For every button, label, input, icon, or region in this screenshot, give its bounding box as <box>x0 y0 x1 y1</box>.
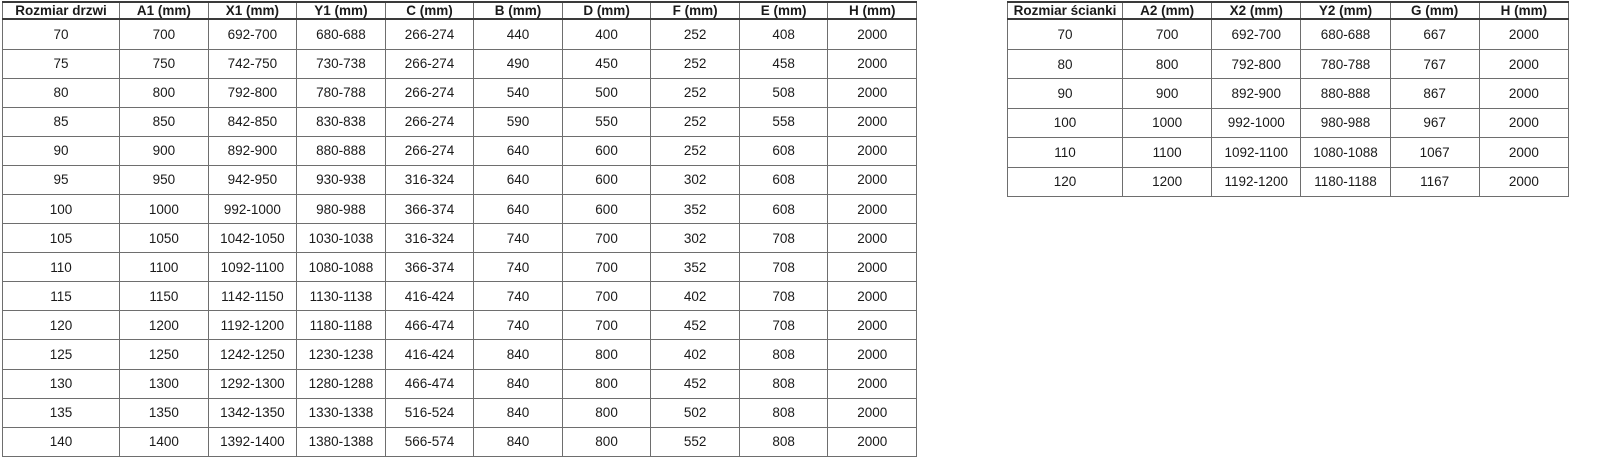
table-cell: 608 <box>739 136 828 165</box>
table-cell: 2000 <box>828 340 917 369</box>
table-row <box>3 107 917 136</box>
table-cell: 800 <box>562 340 651 369</box>
table-cell: 1200 <box>120 311 209 340</box>
table-cell: 2000 <box>828 78 917 107</box>
table-cell: 105 <box>3 224 120 253</box>
table-cell: 1400 <box>120 427 209 456</box>
table-cell: 2000 <box>828 224 917 253</box>
table-cell: 992-1000 <box>1212 108 1301 137</box>
table-cell: 930-938 <box>297 165 386 194</box>
table-cell: 842-850 <box>208 107 297 136</box>
table-cell: 558 <box>739 107 828 136</box>
table-cell: 692-700 <box>208 19 297 49</box>
table-cell: 750 <box>120 49 209 78</box>
table-cell: 90 <box>1008 79 1123 108</box>
table-cell: 2000 <box>1479 108 1568 137</box>
table-cell: 70 <box>1008 19 1123 49</box>
table-cell: 942-950 <box>208 165 297 194</box>
column-header: A2 (mm) <box>1123 2 1212 19</box>
table-cell: 402 <box>651 282 740 311</box>
table-cell: 450 <box>562 49 651 78</box>
table-cell: 1200 <box>1123 167 1212 196</box>
table-cell: 700 <box>120 19 209 49</box>
table-cell: 110 <box>3 253 120 282</box>
table-row <box>3 282 917 311</box>
table-cell: 366-374 <box>385 253 474 282</box>
table-cell: 2000 <box>828 19 917 49</box>
table-cell: 780-788 <box>1301 49 1390 78</box>
table-cell: 2000 <box>1479 79 1568 108</box>
column-header: Rozmiar ścianki <box>1008 2 1123 19</box>
table-cell: 252 <box>651 19 740 49</box>
table-cell: 2000 <box>828 369 917 398</box>
column-header: G (mm) <box>1390 2 1479 19</box>
table-cell: 458 <box>739 49 828 78</box>
table-cell: 2000 <box>828 194 917 223</box>
table-cell: 2000 <box>1479 49 1568 78</box>
table-cell: 700 <box>562 224 651 253</box>
table-cell: 640 <box>474 136 563 165</box>
table-cell: 466-474 <box>385 369 474 398</box>
table-cell: 540 <box>474 78 563 107</box>
table-cell: 85 <box>3 107 120 136</box>
table-cell: 1330-1338 <box>297 398 386 427</box>
table-cell: 740 <box>474 224 563 253</box>
table-row <box>3 49 917 78</box>
table-row <box>3 19 917 49</box>
table-cell: 1067 <box>1390 138 1479 167</box>
table-row <box>1008 167 1569 196</box>
table-row <box>3 311 917 340</box>
table-cell: 730-738 <box>297 49 386 78</box>
table-cell: 700 <box>562 253 651 282</box>
table-cell: 708 <box>739 224 828 253</box>
table-cell: 1130-1138 <box>297 282 386 311</box>
table-cell: 980-988 <box>297 194 386 223</box>
table-cell: 110 <box>1008 138 1123 167</box>
table-cell: 1180-1188 <box>1301 167 1390 196</box>
table-cell: 740 <box>474 311 563 340</box>
table-cell: 1192-1200 <box>1212 167 1301 196</box>
table-cell: 550 <box>562 107 651 136</box>
table-cell: 552 <box>651 427 740 456</box>
table-cell: 742-750 <box>208 49 297 78</box>
table-cell: 800 <box>562 427 651 456</box>
table-cell: 608 <box>739 194 828 223</box>
table-cell: 708 <box>739 311 828 340</box>
table-cell: 1100 <box>1123 138 1212 167</box>
table-cell: 600 <box>562 165 651 194</box>
table-row <box>3 369 917 398</box>
table-row <box>1008 49 1569 78</box>
table-cell: 490 <box>474 49 563 78</box>
table-cell: 1250 <box>120 340 209 369</box>
table-row <box>3 224 917 253</box>
table-cell: 2000 <box>1479 167 1568 196</box>
table-cell: 1050 <box>120 224 209 253</box>
table-row <box>3 165 917 194</box>
table-cell: 808 <box>739 398 828 427</box>
table-row <box>3 398 917 427</box>
column-header: B (mm) <box>474 2 563 19</box>
table-cell: 740 <box>474 282 563 311</box>
table-row <box>1008 108 1569 137</box>
table-cell: 2000 <box>828 49 917 78</box>
table-row <box>1008 79 1569 108</box>
table-cell: 1167 <box>1390 167 1479 196</box>
header-row <box>3 2 917 19</box>
table-cell: 608 <box>739 165 828 194</box>
table-row <box>3 78 917 107</box>
table-row <box>3 427 917 456</box>
table-cell: 950 <box>120 165 209 194</box>
column-header: Rozmiar drzwi <box>3 2 120 19</box>
table-cell: 266-274 <box>385 107 474 136</box>
table-cell: 252 <box>651 49 740 78</box>
table-cell: 416-424 <box>385 282 474 311</box>
table-cell: 452 <box>651 311 740 340</box>
table-cell: 366-374 <box>385 194 474 223</box>
table-cell: 100 <box>3 194 120 223</box>
table-cell: 80 <box>3 78 120 107</box>
table-cell: 352 <box>651 253 740 282</box>
table-cell: 2000 <box>828 107 917 136</box>
table-cell: 1000 <box>1123 108 1212 137</box>
table-cell: 2000 <box>828 282 917 311</box>
table-cell: 700 <box>562 282 651 311</box>
table-cell: 1042-1050 <box>208 224 297 253</box>
table-cell: 95 <box>3 165 120 194</box>
table-cell: 1080-1088 <box>297 253 386 282</box>
column-header: Y2 (mm) <box>1301 2 1390 19</box>
table-cell: 1142-1150 <box>208 282 297 311</box>
table-cell: 1092-1100 <box>1212 138 1301 167</box>
table-cell: 1350 <box>120 398 209 427</box>
table-cell: 70 <box>3 19 120 49</box>
column-header: C (mm) <box>385 2 474 19</box>
table-cell: 850 <box>120 107 209 136</box>
table-row <box>3 340 917 369</box>
table-cell: 680-688 <box>297 19 386 49</box>
table-cell: 1230-1238 <box>297 340 386 369</box>
table-cell: 316-324 <box>385 224 474 253</box>
table-cell: 566-574 <box>385 427 474 456</box>
table-cell: 500 <box>562 78 651 107</box>
table-cell: 867 <box>1390 79 1479 108</box>
table-cell: 266-274 <box>385 78 474 107</box>
table-cell: 840 <box>474 340 563 369</box>
table-cell: 600 <box>562 136 651 165</box>
column-header: F (mm) <box>651 2 740 19</box>
table-cell: 900 <box>1123 79 1212 108</box>
table-cell: 100 <box>1008 108 1123 137</box>
table-cell: 352 <box>651 194 740 223</box>
table-cell: 880-888 <box>297 136 386 165</box>
table-cell: 892-900 <box>208 136 297 165</box>
table-cell: 1392-1400 <box>208 427 297 456</box>
table-cell: 667 <box>1390 19 1479 49</box>
table-cell: 1150 <box>120 282 209 311</box>
table-cell: 115 <box>3 282 120 311</box>
table-cell: 692-700 <box>1212 19 1301 49</box>
table-cell: 120 <box>3 311 120 340</box>
table-cell: 1000 <box>120 194 209 223</box>
table-cell: 252 <box>651 78 740 107</box>
table-cell: 502 <box>651 398 740 427</box>
table-cell: 1292-1300 <box>208 369 297 398</box>
table-cell: 130 <box>3 369 120 398</box>
table-cell: 892-900 <box>1212 79 1301 108</box>
table-cell: 900 <box>120 136 209 165</box>
table-cell: 302 <box>651 165 740 194</box>
table-cell: 80 <box>1008 49 1123 78</box>
table-cell: 640 <box>474 194 563 223</box>
table-cell: 590 <box>474 107 563 136</box>
table-cell: 840 <box>474 427 563 456</box>
table-cell: 680-688 <box>1301 19 1390 49</box>
table-cell: 1380-1388 <box>297 427 386 456</box>
table-cell: 75 <box>3 49 120 78</box>
table-cell: 2000 <box>828 253 917 282</box>
table-cell: 700 <box>562 311 651 340</box>
table-cell: 140 <box>3 427 120 456</box>
table-row <box>1008 19 1569 49</box>
table-cell: 416-424 <box>385 340 474 369</box>
table-cell: 466-474 <box>385 311 474 340</box>
table-cell: 2000 <box>828 136 917 165</box>
table-cell: 800 <box>562 398 651 427</box>
column-header: X1 (mm) <box>208 2 297 19</box>
table-cell: 740 <box>474 253 563 282</box>
table-cell: 600 <box>562 194 651 223</box>
table-cell: 135 <box>3 398 120 427</box>
table-cell: 1192-1200 <box>208 311 297 340</box>
table-cell: 800 <box>120 78 209 107</box>
table-cell: 516-524 <box>385 398 474 427</box>
table-cell: 408 <box>739 19 828 49</box>
table-cell: 708 <box>739 253 828 282</box>
table-cell: 316-324 <box>385 165 474 194</box>
table-cell: 830-838 <box>297 107 386 136</box>
table-cell: 1092-1100 <box>208 253 297 282</box>
table-cell: 400 <box>562 19 651 49</box>
table-row <box>1008 138 1569 167</box>
table-cell: 800 <box>562 369 651 398</box>
table-cell: 808 <box>739 427 828 456</box>
column-header: A1 (mm) <box>120 2 209 19</box>
table-row <box>3 194 917 223</box>
column-header: X2 (mm) <box>1212 2 1301 19</box>
table-cell: 2000 <box>1479 19 1568 49</box>
table-cell: 980-988 <box>1301 108 1390 137</box>
table-cell: 440 <box>474 19 563 49</box>
table-cell: 640 <box>474 165 563 194</box>
table-cell: 302 <box>651 224 740 253</box>
table-cell: 840 <box>474 369 563 398</box>
door-sizes-table <box>2 1 917 457</box>
table-cell: 780-788 <box>297 78 386 107</box>
table-cell: 2000 <box>828 165 917 194</box>
table-cell: 120 <box>1008 167 1123 196</box>
table-cell: 2000 <box>1479 138 1568 167</box>
table-row <box>3 253 917 282</box>
table-cell: 808 <box>739 369 828 398</box>
table-cell: 402 <box>651 340 740 369</box>
column-header: D (mm) <box>562 2 651 19</box>
table-cell: 700 <box>1123 19 1212 49</box>
table-cell: 1280-1288 <box>297 369 386 398</box>
table-cell: 808 <box>739 340 828 369</box>
table-cell: 800 <box>1123 49 1212 78</box>
table-cell: 1100 <box>120 253 209 282</box>
table-cell: 266-274 <box>385 19 474 49</box>
table-cell: 125 <box>3 340 120 369</box>
table-cell: 266-274 <box>385 136 474 165</box>
table-cell: 792-800 <box>1212 49 1301 78</box>
table-cell: 1080-1088 <box>1301 138 1390 167</box>
table-cell: 1180-1188 <box>297 311 386 340</box>
column-header: H (mm) <box>828 2 917 19</box>
table-row <box>3 136 917 165</box>
table-cell: 992-1000 <box>208 194 297 223</box>
wall-sizes-table <box>1007 1 1569 197</box>
table-cell: 508 <box>739 78 828 107</box>
table-cell: 252 <box>651 136 740 165</box>
table-cell: 767 <box>1390 49 1479 78</box>
table-cell: 880-888 <box>1301 79 1390 108</box>
table-cell: 1300 <box>120 369 209 398</box>
header-row <box>1008 2 1569 19</box>
table-cell: 1342-1350 <box>208 398 297 427</box>
table-cell: 1242-1250 <box>208 340 297 369</box>
table-cell: 840 <box>474 398 563 427</box>
table-cell: 708 <box>739 282 828 311</box>
table-cell: 252 <box>651 107 740 136</box>
table-cell: 2000 <box>828 427 917 456</box>
column-header: Y1 (mm) <box>297 2 386 19</box>
table-cell: 2000 <box>828 398 917 427</box>
table-cell: 90 <box>3 136 120 165</box>
column-header: E (mm) <box>739 2 828 19</box>
table-cell: 2000 <box>828 311 917 340</box>
table-cell: 967 <box>1390 108 1479 137</box>
table-cell: 266-274 <box>385 49 474 78</box>
table-cell: 792-800 <box>208 78 297 107</box>
column-header: H (mm) <box>1479 2 1568 19</box>
table-cell: 452 <box>651 369 740 398</box>
table-cell: 1030-1038 <box>297 224 386 253</box>
